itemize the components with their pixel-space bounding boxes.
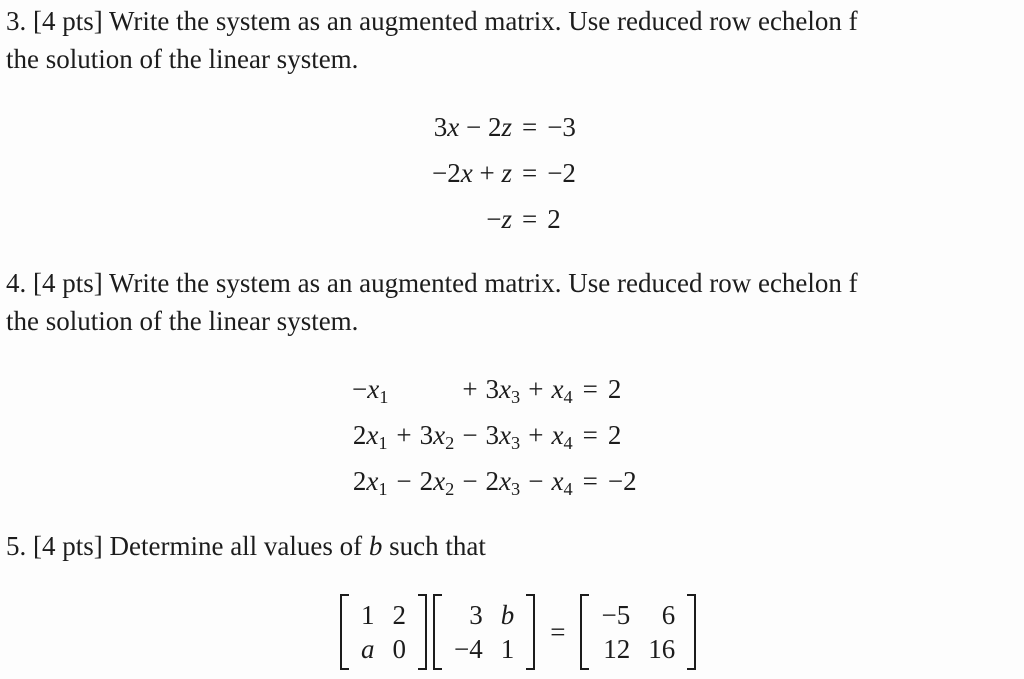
matrix-cell: −4 bbox=[454, 634, 483, 664]
matrix-cell: −5 bbox=[601, 600, 631, 630]
term-3: $2x_3$ bbox=[485, 465, 521, 499]
problem-5 bbox=[6, 527, 1024, 565]
problem-3-number: 3. bbox=[6, 6, 27, 36]
term-1: $-x_1$ bbox=[352, 373, 389, 407]
equation-row bbox=[352, 366, 637, 412]
problem-5-points: [4 pts] bbox=[33, 531, 103, 561]
problem-4-system bbox=[352, 366, 637, 504]
equals-sign: = bbox=[550, 616, 566, 647]
equation-lhs bbox=[432, 104, 512, 150]
equation-row bbox=[352, 412, 637, 458]
operator: − bbox=[462, 465, 478, 496]
problem-4-line-2: the solution of the linear system. bbox=[6, 306, 359, 336]
term-4: $x_4$ bbox=[551, 373, 573, 407]
equation-rhs: −2 bbox=[607, 465, 637, 496]
matrix-cell: 3 bbox=[469, 600, 483, 630]
term-4: $x_4$ bbox=[551, 465, 573, 499]
problem-4-number: 4. bbox=[6, 268, 27, 298]
matrix-cell: 16 bbox=[648, 634, 676, 664]
matrix-cell: 2 bbox=[392, 600, 406, 630]
equation-rhs: 2 bbox=[607, 419, 622, 450]
equation-lhs-text: −2x + z bbox=[432, 157, 512, 188]
matrix-b bbox=[433, 596, 535, 668]
matrix-cell: 12 bbox=[603, 634, 631, 664]
equals-sign: = bbox=[582, 373, 598, 404]
problem-3-line-1 bbox=[6, 2, 1024, 40]
problem-3-system bbox=[432, 104, 576, 242]
problem-4-instruction: Write the system as an augmented matrix. Use reduced row echelon f bbox=[109, 268, 858, 298]
problem-3-line-2: the solution of the linear system. bbox=[6, 44, 359, 74]
term-3: $3x_3$ bbox=[485, 419, 521, 453]
operator: + bbox=[528, 373, 544, 404]
matrix-a bbox=[340, 596, 427, 668]
equation-row bbox=[432, 196, 576, 242]
problem-5-number: 5. bbox=[6, 531, 27, 561]
equation-row bbox=[432, 150, 576, 196]
problem-5-instruction: Determine all values of bbox=[109, 531, 363, 561]
equals-sign: = bbox=[521, 111, 538, 142]
term-1: $2x_1$ bbox=[352, 465, 388, 499]
equation-lhs-text: −z bbox=[486, 203, 512, 234]
matrix-cell: 6 bbox=[661, 600, 676, 630]
problem-5-line-1 bbox=[6, 527, 1024, 565]
matrix-cell: 1 bbox=[361, 600, 375, 630]
problem-4 bbox=[6, 264, 1024, 340]
matrix-cell: b bbox=[500, 600, 515, 630]
term-2: $3x_2$ bbox=[419, 419, 455, 453]
equation-lhs bbox=[432, 150, 512, 196]
problem-3 bbox=[6, 2, 1024, 78]
term-2: $2x_2$ bbox=[419, 465, 455, 499]
problem-4-line-1 bbox=[6, 264, 1024, 302]
term-4: $x_4$ bbox=[551, 419, 573, 453]
equals-sign: = bbox=[521, 157, 538, 188]
term-1: $2x_1$ bbox=[352, 419, 388, 453]
operator bbox=[388, 366, 419, 412]
operator: − bbox=[528, 465, 544, 496]
operator: + bbox=[396, 419, 412, 450]
problem-5-variable: b bbox=[368, 531, 383, 561]
operator: − bbox=[396, 465, 412, 496]
term-3: $3x_3$ bbox=[485, 373, 521, 407]
operator: + bbox=[462, 373, 478, 404]
problem-3-points: [4 pts] bbox=[33, 6, 103, 36]
matrix-equation bbox=[337, 596, 699, 668]
problem-4-points: [4 pts] bbox=[33, 268, 103, 298]
equation-lhs-text: 3x − 2z bbox=[433, 111, 512, 142]
matrix-cell: 1 bbox=[500, 634, 515, 664]
problem-5-instruction-end: such that bbox=[389, 531, 486, 561]
equation-row bbox=[432, 104, 576, 150]
matrix-cell: 0 bbox=[392, 634, 406, 664]
equals-sign: = bbox=[582, 465, 598, 496]
problem-3-instruction: Write the system as an augmented matrix. Use reduced row echelon f bbox=[109, 6, 858, 36]
matrix-c bbox=[580, 596, 696, 668]
equation-row bbox=[352, 458, 637, 504]
term-2 bbox=[420, 366, 455, 412]
equation-rhs: −2 bbox=[547, 157, 576, 188]
matrix-cell: a bbox=[361, 634, 375, 664]
equation-lhs bbox=[432, 196, 512, 242]
equation-rhs: 2 bbox=[607, 373, 622, 404]
equation-rhs: −3 bbox=[547, 111, 576, 142]
operator: + bbox=[528, 419, 544, 450]
equation-rhs: 2 bbox=[547, 203, 561, 234]
equals-sign: = bbox=[582, 419, 598, 450]
operator: − bbox=[462, 419, 478, 450]
equals-sign: = bbox=[521, 203, 538, 234]
